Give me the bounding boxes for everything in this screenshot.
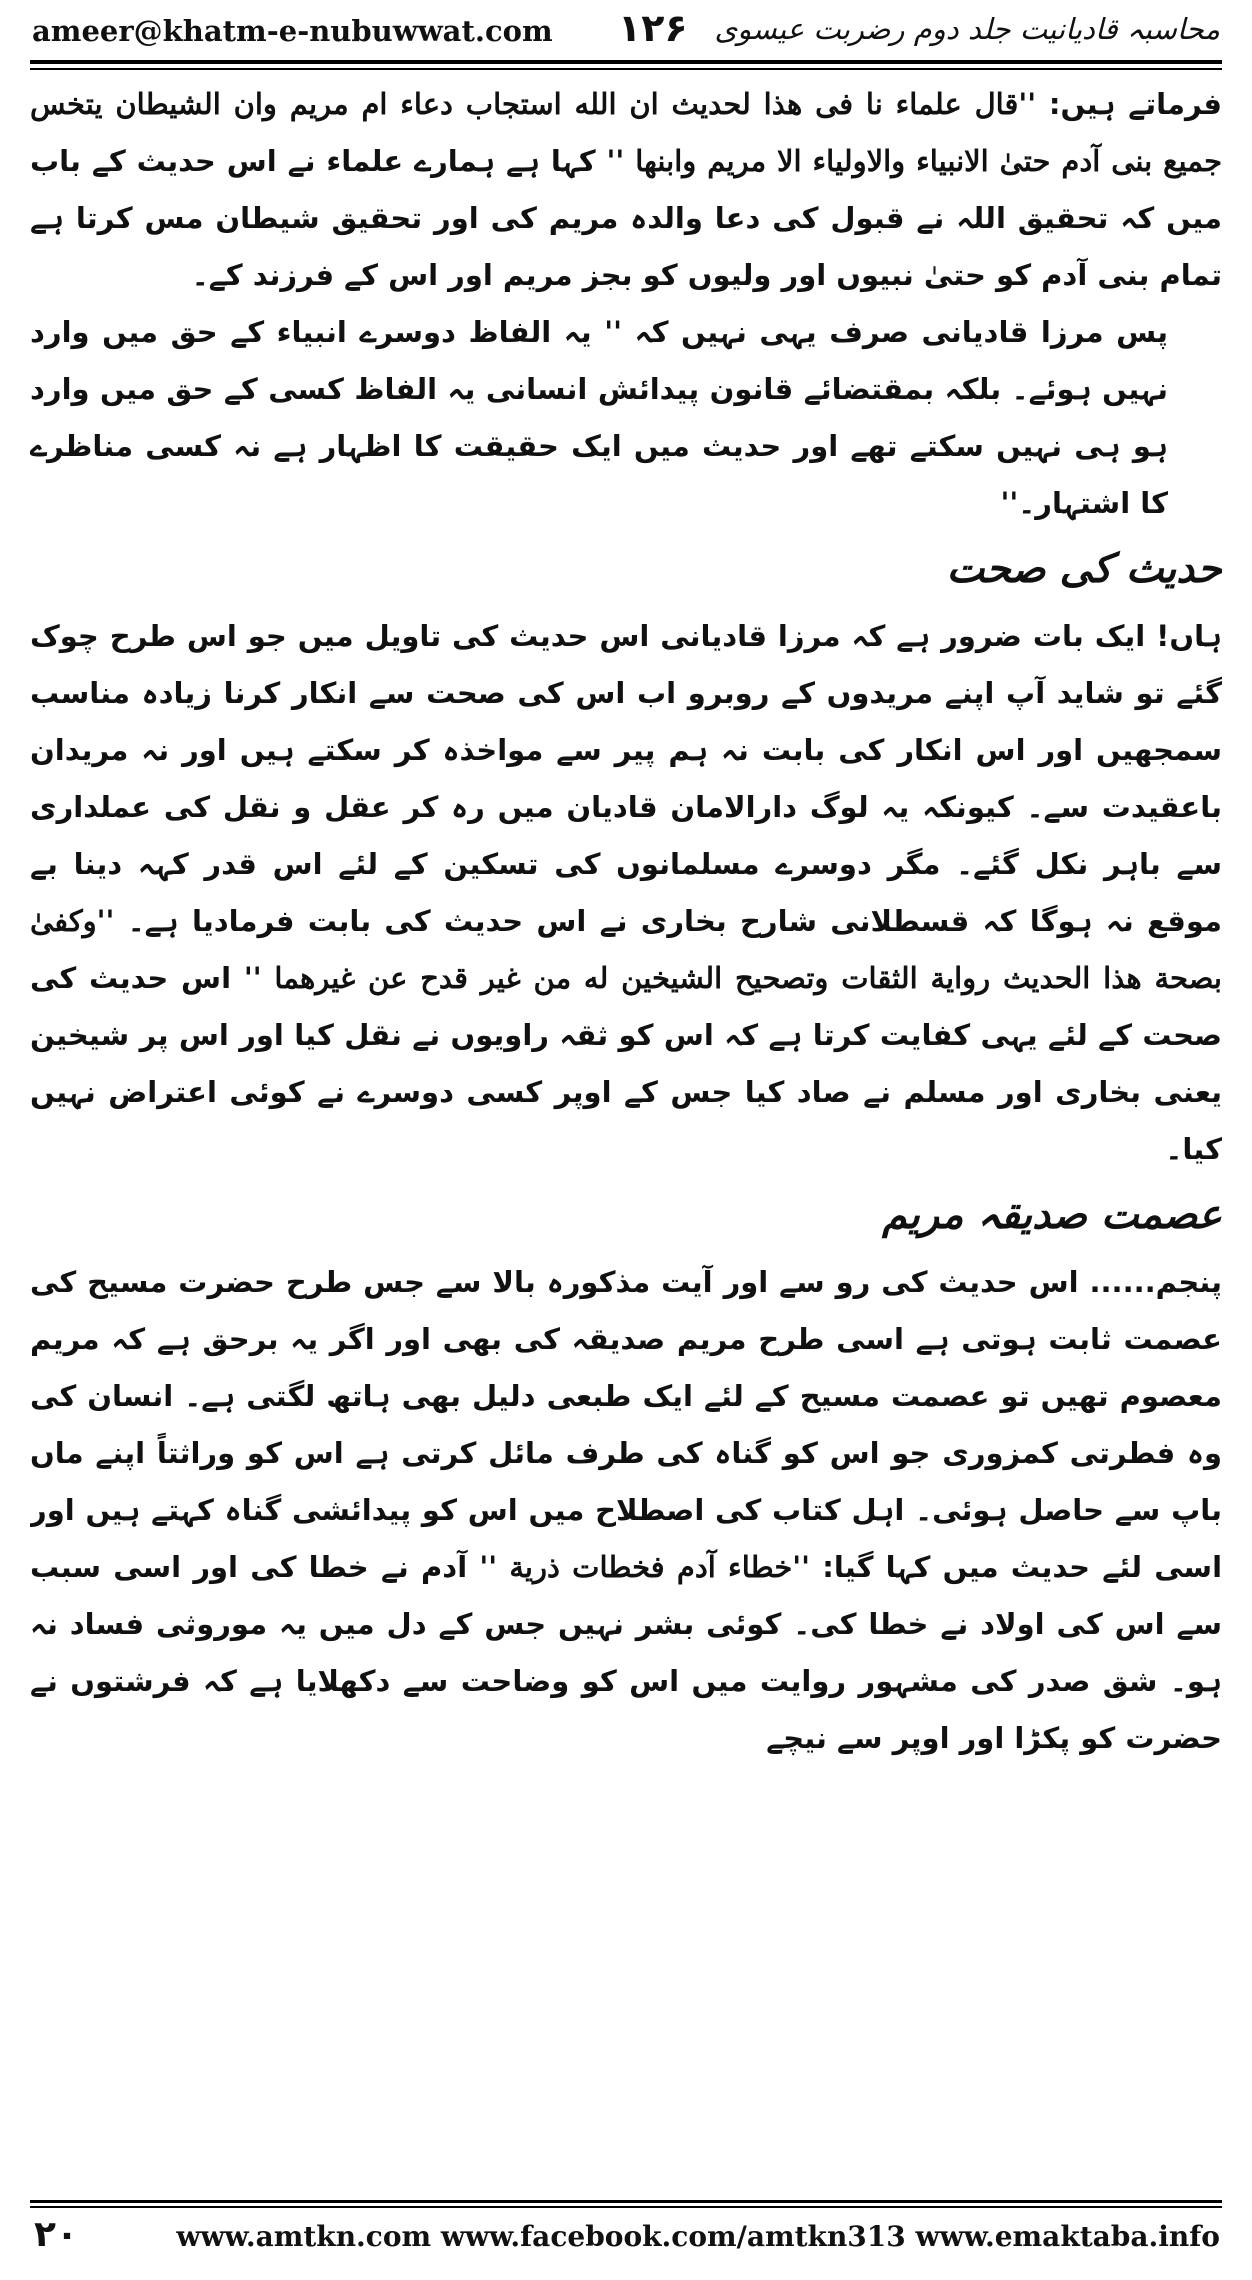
- arabic-quote: وکفیٰ بصحة هذا الحدیث روایة الثقات وتصحیح الشیخین له من غیر قدح عن غیرهما: [30, 904, 1222, 995]
- header-rule-thin: [30, 68, 1222, 70]
- footer-page-number: ۲۰: [34, 2214, 78, 2255]
- urdu-text: پنجم...... اس حدیث کی رو سے اور آیت مذکورہ بالا سے جس طرح حضرت مسیح کی عصمت ثابت ہوتی ہے اسی طرح مریم صدیقہ کی بھی اور اگر یہ برحق ہے کہ مریم معصوم تھیں تو عصمت مسیح کے لئے ایک طبعی دلیل بھی ہاتھ لگتی ہے۔ انسان کی وہ فطرتی کمزوری جو اس کو گناہ کی طرف مائل کرتی ہے اس کو وراثتاً اپنے ماں باپ سے حاصل ہوئی۔ اہل کتاب کی اصطلاح میں اس کو پیدائشی گناہ کہتے ہیں اور اسی لئے حدیث میں کہا گیا: '': [30, 1265, 1222, 1584]
- footer-websites: www.amtkn.com www.facebook.com/amtkn313 www.emaktaba.info: [176, 2220, 1220, 2253]
- urdu-text: '' اس حدیث کی صحت کے لئے یہی کفایت کرتا ہے کہ اس کو ثقہ راویوں نے نقل کیا اور اس پر شیخین یعنی بخاری اور مسلم نے صاد کیا جس کے اوپر کسی دوسرے نے کوئی اعتراض نہیں کیا۔: [30, 961, 1222, 1166]
- header-page-number: ۱۲۶: [618, 6, 688, 50]
- urdu-text: '' آدم نے خطا کی اور اسی سبب سے اس کی اولاد نے خطا کی۔ کوئی بشر نہیں جس کے دل میں یہ موروثی فساد نہ ہو۔ شق صدر کی مشہور روایت میں اس کو وضاحت سے دکھلایا ہے کہ فرشتوں نے حضرت کو پکڑا اور اوپر سے نیچے: [30, 1550, 1222, 1755]
- paragraph: [30, 304, 1222, 532]
- urdu-text: ہاں! ایک بات ضرور ہے کہ مرزا قادیانی اس حدیث کی تاویل میں جو اس طرح چوک گئے تو شاید آپ اپنے مریدوں کے روبرو اب اس کی صحت سے انکار کرنا زیادہ مناسب سمجھیں اور اس انکار کی بابت نہ ہم پیر سے مواخذہ کر سکتے ہیں اور نہ مریدان باعقیدت سے۔ کیونکہ یہ لوگ دارالامان قادیان میں رہ کر عقل و نقل کی عملداری سے باہر نکل گئے۔ مگر دوسرے مسلمانوں کی تسکین کے لئے اس قدر کہہ دینا بے موقع نہ ہوگا کہ قسطلانی شارح بخاری نے اس حدیث کی بابت فرمادیا ہے۔ '': [30, 619, 1222, 938]
- section-maryam-infallibility: [30, 1254, 1222, 1767]
- urdu-text: '' کہا ہے ہمارے علماء نے اس حدیث کے باب میں کہ تحقیق اللہ نے قبول کی دعا والدہ مریم کی اور تحقیق شیطان مس کرتا ہے تمام بنی آدم کو حتیٰ نبیوں اور ولیوں کو بجز مریم اور اس کے فرزند کے۔: [30, 144, 1222, 292]
- footer-rule-thick: [30, 2200, 1222, 2203]
- header-book-title: محاسبہ قادیانیت جلد دوم رضربت عیسوی: [714, 12, 1220, 46]
- section-hadith-authenticity: [30, 608, 1222, 1178]
- header-rule-thick: [30, 60, 1222, 64]
- urdu-text: فرماتے ہیں: '': [1018, 87, 1222, 121]
- page-footer: [30, 2208, 1222, 2268]
- section-heading-maryam-infallibility: عصمت صدیقہ مریم: [882, 1192, 1222, 1238]
- paragraph: [30, 76, 1222, 304]
- arabic-quote: قال علماء نا فی هذا لحدیث ان الله استجاب دعاء ام مریم وان الشیطان یتخس جمیع بنی آدم حتیٰ الانبیاء والاولیاء الا مریم وابنها: [30, 87, 1222, 178]
- intro-section: [30, 76, 1222, 532]
- paragraph: [30, 608, 1222, 1178]
- header-email: ameer@khatm-e-nubuwwat.com: [32, 14, 553, 48]
- paragraph: [30, 1254, 1222, 1767]
- page-header: [30, 6, 1222, 58]
- page-body: [30, 76, 1222, 2170]
- urdu-text: پس مرزا قادیانی صرف یہی نہیں کہ '' یہ الفاظ دوسرے انبیاء کے حق میں وارد نہیں ہوئے۔ بلکہ بمقتضائے قانون پیدائش انسانی یہ الفاظ کسی کے حق میں وارد ہو ہی نہیں سکتے تھے اور حدیث میں ایک حقیقت کا اظہار ہے نہ کسی مناظرے کا اشتہار۔'': [30, 315, 1168, 520]
- arabic-quote: خطاء آدم فخطات ذریة: [509, 1550, 793, 1584]
- section-heading-hadith-authenticity: حدیث کی صحت: [946, 546, 1222, 592]
